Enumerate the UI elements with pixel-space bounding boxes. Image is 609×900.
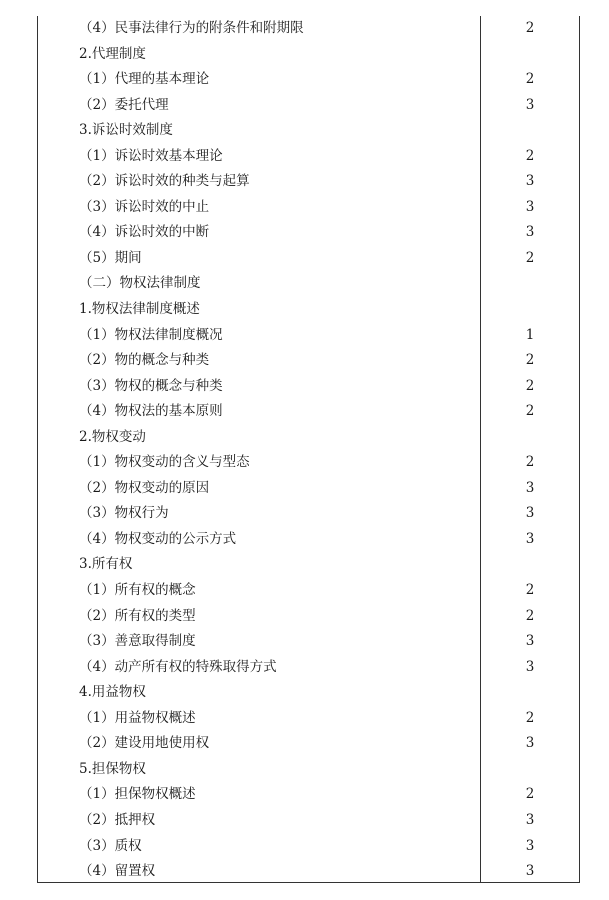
topic-cell: （1）诉讼时效基本理论 bbox=[79, 147, 223, 164]
table-row bbox=[38, 578, 579, 604]
table-row bbox=[38, 782, 579, 808]
topic-cell: （4）民事法律行为的附条件和附期限 bbox=[79, 20, 304, 36]
table-row bbox=[38, 552, 579, 578]
topic-cell: （2）物的概念与种类 bbox=[79, 352, 210, 369]
table-row bbox=[38, 118, 579, 144]
table-row bbox=[38, 604, 579, 630]
level-cell: 3 bbox=[525, 811, 535, 828]
table-row bbox=[38, 169, 579, 195]
table-row bbox=[38, 706, 579, 732]
level-cell: 3 bbox=[525, 530, 535, 547]
table-row bbox=[38, 757, 579, 783]
topic-cell: （4）留置权 bbox=[79, 863, 156, 880]
topic-cell: （1）担保物权概述 bbox=[79, 786, 196, 803]
table-row bbox=[38, 629, 579, 655]
topic-cell: （3）物权的概念与种类 bbox=[79, 377, 223, 394]
syllabus-table bbox=[37, 16, 580, 883]
topic-cell: 3.诉讼时效制度 bbox=[79, 122, 173, 139]
table-row bbox=[38, 297, 579, 323]
level-cell: 3 bbox=[525, 505, 535, 522]
level-cell: 2 bbox=[525, 786, 535, 803]
level-cell: 2 bbox=[525, 377, 535, 394]
topic-cell: （4）物权变动的公示方式 bbox=[79, 530, 237, 547]
table-row bbox=[38, 399, 579, 425]
level-cell: 3 bbox=[525, 173, 535, 190]
topic-cell: （1）代理的基本理论 bbox=[79, 71, 210, 88]
level-cell: 2 bbox=[525, 20, 535, 36]
level-cell: 3 bbox=[525, 479, 535, 496]
table-row bbox=[38, 859, 579, 885]
topic-cell: （1）物权变动的含义与型态 bbox=[79, 454, 250, 471]
table-row bbox=[38, 67, 579, 93]
topic-cell: 3.所有权 bbox=[79, 556, 133, 573]
topic-cell: （4）动产所有权的特殊取得方式 bbox=[79, 658, 277, 675]
level-cell: 3 bbox=[525, 837, 535, 854]
table-row bbox=[38, 144, 579, 170]
table-row bbox=[38, 425, 579, 451]
level-cell: 2 bbox=[525, 147, 535, 164]
table-row bbox=[38, 348, 579, 374]
topic-cell: （2）所有权的类型 bbox=[79, 607, 196, 624]
topic-cell: （3）质权 bbox=[79, 837, 142, 854]
table-row bbox=[38, 323, 579, 349]
table-row bbox=[38, 834, 579, 860]
topic-cell: 4.用益物权 bbox=[79, 684, 146, 701]
topic-cell: （3）诉讼时效的中止 bbox=[79, 198, 210, 215]
topic-cell: （3）善意取得制度 bbox=[79, 633, 196, 650]
topic-cell: （1）所有权的概念 bbox=[79, 582, 196, 599]
table-row bbox=[38, 246, 579, 272]
table-row bbox=[38, 680, 579, 706]
table-row bbox=[38, 374, 579, 400]
topic-cell: （2）诉讼时效的种类与起算 bbox=[79, 173, 250, 190]
level-cell: 3 bbox=[525, 198, 535, 215]
table-row bbox=[38, 42, 579, 68]
table-row bbox=[38, 220, 579, 246]
level-cell: 3 bbox=[525, 633, 535, 650]
topic-cell: （2）建设用地使用权 bbox=[79, 735, 210, 752]
topic-cell: 2.代理制度 bbox=[79, 45, 146, 62]
topic-cell: （1）用益物权概述 bbox=[79, 709, 196, 726]
level-cell: 2 bbox=[525, 709, 535, 726]
topic-cell: （5）期间 bbox=[79, 249, 142, 266]
topic-cell: （二）物权法律制度 bbox=[79, 275, 201, 292]
topic-cell: （2）抵押权 bbox=[79, 811, 156, 828]
topic-cell: （3）物权行为 bbox=[79, 505, 169, 522]
level-cell: 3 bbox=[525, 863, 535, 880]
topic-cell: （2）委托代理 bbox=[79, 96, 169, 113]
level-cell: 2 bbox=[525, 607, 535, 624]
topic-cell: 2.物权变动 bbox=[79, 428, 146, 445]
table-body bbox=[38, 16, 579, 885]
topic-cell: （2）物权变动的原因 bbox=[79, 479, 210, 496]
table-row bbox=[38, 476, 579, 502]
level-cell: 1 bbox=[525, 326, 535, 343]
table-row bbox=[38, 655, 579, 681]
table-row bbox=[38, 450, 579, 476]
table-row bbox=[38, 195, 579, 221]
table-row bbox=[38, 808, 579, 834]
level-cell: 2 bbox=[525, 71, 535, 88]
level-cell: 2 bbox=[525, 249, 535, 266]
table-row bbox=[38, 527, 579, 553]
topic-cell: （4）诉讼时效的中断 bbox=[79, 224, 210, 241]
level-cell: 3 bbox=[525, 96, 535, 113]
topic-cell: 5.担保物权 bbox=[79, 760, 146, 777]
table-row bbox=[38, 731, 579, 757]
table-row bbox=[38, 93, 579, 119]
level-cell: 3 bbox=[525, 658, 535, 675]
table-row bbox=[38, 271, 579, 297]
topic-cell: 1.物权法律制度概述 bbox=[79, 301, 200, 318]
level-cell: 3 bbox=[525, 735, 535, 752]
topic-cell: （4）物权法的基本原则 bbox=[79, 403, 223, 420]
topic-cell: （1）物权法律制度概况 bbox=[79, 326, 223, 343]
level-cell: 2 bbox=[525, 352, 535, 369]
table-row bbox=[38, 501, 579, 527]
table-row bbox=[38, 16, 579, 42]
level-cell: 2 bbox=[525, 454, 535, 471]
level-cell: 3 bbox=[525, 224, 535, 241]
level-cell: 2 bbox=[525, 403, 535, 420]
level-cell: 2 bbox=[525, 582, 535, 599]
